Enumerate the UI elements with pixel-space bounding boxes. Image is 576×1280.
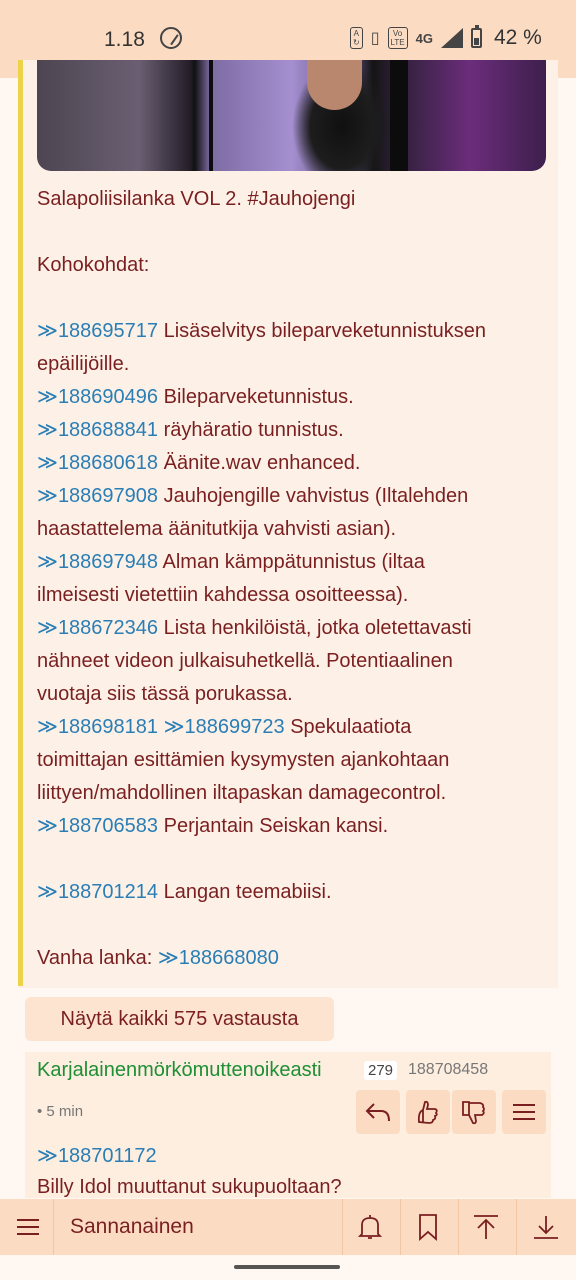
post-reference-link[interactable]: ≫188688841: [37, 419, 159, 441]
list-item: ≫188672346 Lista henkilöistä, jotka oletettavasti: [37, 617, 472, 639]
reply-reference-link[interactable]: ≫188701172: [37, 1145, 157, 1167]
list-item: ≫188697908 Jauhojengille vahvistus (Iltalehden: [37, 485, 469, 507]
bookmark-icon: [417, 1213, 439, 1241]
list-item-continuation: haastattelema äänitutkija vahvisti asian).: [37, 518, 397, 540]
downvote-icon: [460, 1098, 488, 1126]
scroll-top-button[interactable]: [466, 1207, 506, 1247]
reply-post-id[interactable]: 188708458: [408, 1061, 489, 1078]
volte-icon: Vo LTE: [388, 27, 408, 49]
post-menu-button[interactable]: [502, 1090, 546, 1134]
video-divider: [209, 60, 213, 171]
reply-icon: [365, 1101, 391, 1123]
reply-author[interactable]: Karjalainenmörkömuttenoikeasti: [37, 1059, 322, 1081]
bookmark-button[interactable]: [408, 1207, 448, 1247]
old-thread-line: Vanha lanka: ≫188668080: [37, 947, 279, 969]
post-reference-link[interactable]: ≫188697948: [37, 551, 159, 573]
post-reference-link[interactable]: ≫188695717: [37, 320, 159, 342]
battery-icon: [471, 28, 482, 48]
reply-time: • 5 min: [37, 1103, 84, 1120]
list-item-continuation: vuotaja siis tässä porukassa.: [37, 683, 293, 705]
reply-button[interactable]: [356, 1090, 400, 1134]
post-subtitle: Kohokohdat:: [37, 254, 150, 276]
post-reference-link[interactable]: ≫188706583: [37, 815, 159, 837]
toolbar-divider: [400, 1199, 401, 1255]
post-reference-link[interactable]: ≫188672346: [37, 617, 159, 639]
gesture-bar: [0, 1255, 576, 1280]
scroll-bottom-icon: [532, 1213, 560, 1241]
video-thumbnail[interactable]: [37, 60, 546, 171]
app-notification-icon: [160, 27, 182, 49]
home-gesture-pill[interactable]: [234, 1265, 340, 1269]
post-reference-link[interactable]: ≫188698181: [37, 716, 159, 738]
drawer-menu-button[interactable]: [8, 1207, 48, 1247]
list-item-continuation: nähneet videon julkaisuhetkellä. Potentiaalinen: [37, 650, 453, 672]
signal-icon: [441, 28, 463, 48]
old-thread-link[interactable]: ≫188668080: [157, 947, 279, 969]
scroll-top-icon: [472, 1213, 500, 1241]
status-icons: [350, 26, 542, 50]
upvote-button[interactable]: [406, 1090, 450, 1134]
post-body: [37, 183, 547, 975]
toolbar-divider: [53, 1199, 54, 1255]
bottom-toolbar: [0, 1199, 576, 1255]
list-item: ≫188690496 Bileparveketunnistus.: [37, 386, 354, 408]
reply-post-count: 279: [364, 1061, 397, 1080]
list-item: ≫188695717 Lisäselvitys bileparveketunnistuksen: [37, 320, 486, 342]
menu-icon: [16, 1218, 40, 1236]
list-item-continuation: liittyen/mahdollinen iltapaskan damagecontrol.: [37, 782, 447, 804]
list-item: ≫188688841 räyhäratio tunnistus.: [37, 419, 344, 441]
scroll-bottom-button[interactable]: [526, 1207, 566, 1247]
reply-post: [25, 1052, 551, 1198]
toolbar-divider: [516, 1199, 517, 1255]
battery-percent: 42 %: [493, 26, 542, 49]
list-item: ≫188706583 Perjantain Seiskan kansi.: [37, 815, 389, 837]
toolbar-divider: [458, 1199, 459, 1255]
list-item-continuation: epäilijöille.: [37, 353, 130, 375]
toolbar-divider: [342, 1199, 343, 1255]
menu-icon: [512, 1103, 536, 1121]
post-reference-link[interactable]: ≫188690496: [37, 386, 159, 408]
post-reference-link[interactable]: ≫188697908: [37, 485, 159, 507]
list-item-continuation: toimittajan esittämien kysymysten ajankohtaan: [37, 749, 450, 771]
post-reference-link[interactable]: ≫188680618: [37, 452, 159, 474]
thread-post: [18, 60, 558, 988]
op-highlight-bar: [18, 60, 23, 986]
show-all-replies-button[interactable]: Näytä kaikki 575 vastausta: [25, 997, 334, 1041]
auto-rotate-icon: A ↻: [350, 27, 363, 49]
video-divider: [390, 60, 408, 171]
theme-song-line: ≫188701214 Langan teemabiisi.: [37, 881, 332, 903]
board-title[interactable]: Sannanainen: [70, 1215, 194, 1238]
vibrate-icon: ▯: [370, 30, 380, 47]
upvote-icon: [415, 1098, 441, 1126]
reply-text: Billy Idol muuttanut sukupuoltaan?: [37, 1176, 342, 1198]
list-item: ≫188698181 ≫188699723 Spekulaatiota: [37, 716, 412, 738]
post-reference-link[interactable]: ≫188699723: [163, 716, 285, 738]
downvote-button[interactable]: [452, 1090, 496, 1134]
post-title: Salapoliisilanka VOL 2. #Jauhojengi: [37, 188, 356, 210]
post-reference-link[interactable]: ≫188701214: [37, 881, 159, 903]
status-time: 1.18: [104, 28, 145, 51]
list-item: ≫188680618 Äänite.wav enhanced.: [37, 452, 361, 474]
bell-icon: [358, 1213, 382, 1241]
list-item-continuation: ilmeisesti vietettiin kahdessa osoitteessa).: [37, 584, 409, 606]
list-item: ≫188697948 Alman kämppätunnistus (iltaa: [37, 551, 425, 573]
network-label: 4G: [415, 30, 433, 46]
notifications-button[interactable]: [350, 1207, 390, 1247]
